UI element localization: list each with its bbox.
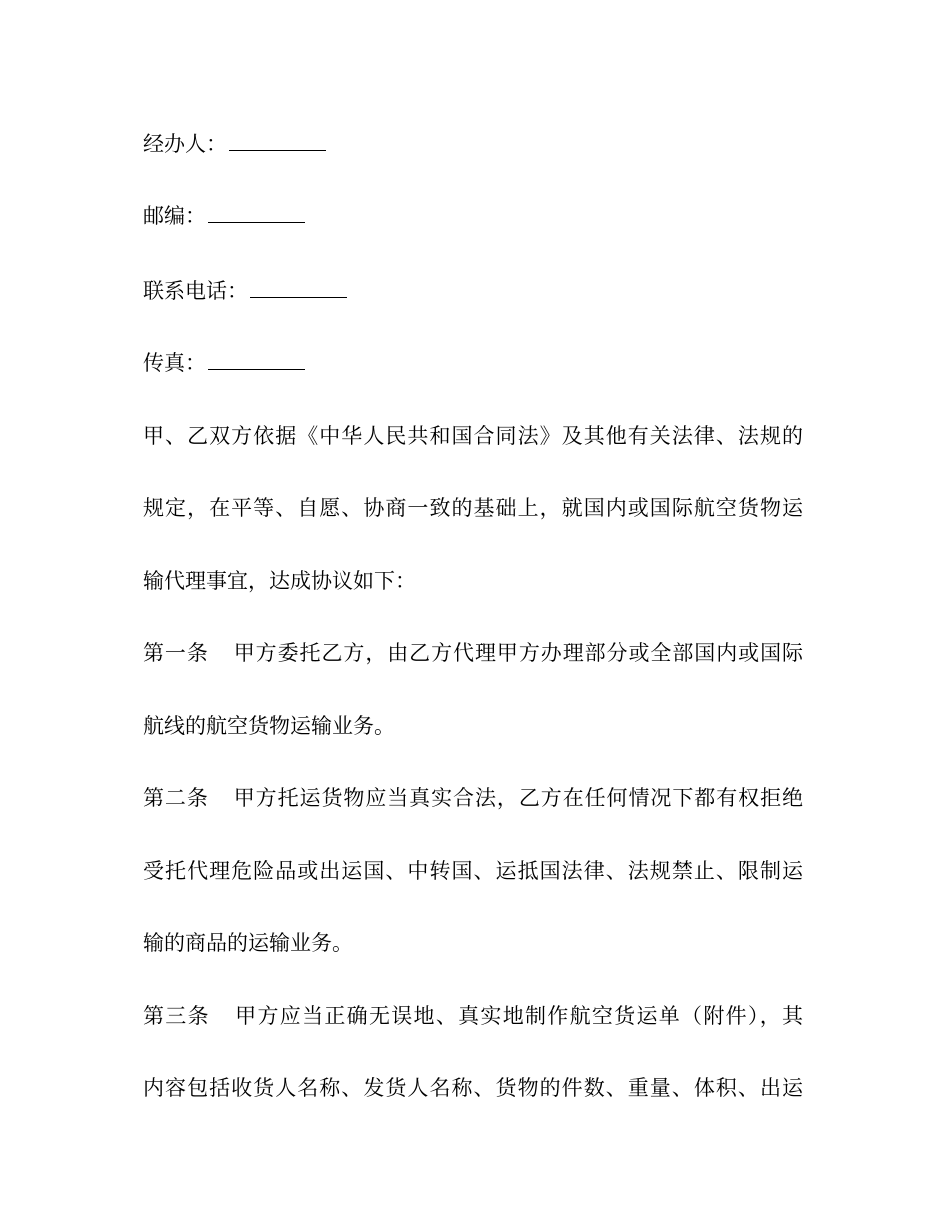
- field-fax: [143, 348, 803, 378]
- field-handler: [143, 129, 803, 159]
- preamble-line: 甲、乙双方依据《中华人民共和国合同法》及其他有关法律、法规的: [143, 424, 803, 448]
- article-2-line: 受托代理危险品或出运国、中转国、运抵国法律、法规禁止、限制运: [143, 859, 803, 883]
- field-phone-label: 联系电话：: [143, 279, 248, 303]
- preamble-line: 规定，在平等、自愿、协商一致的基础上，就国内或国际航空货物运: [143, 496, 803, 520]
- field-phone: [143, 276, 803, 306]
- article-1-line: [143, 638, 803, 668]
- article-3-line: [143, 1001, 803, 1031]
- article-2-number: 第二条: [143, 786, 209, 810]
- article-2-line: [143, 783, 803, 813]
- article-1-number: 第一条: [143, 641, 209, 665]
- article-3-text: 甲方应当正确无误地、真实地制作航空货运单（附件），其: [233, 1004, 803, 1028]
- article-3-line: 内容包括收货人名称、发货人名称、货物的件数、重量、体积、出运: [143, 1076, 803, 1100]
- field-handler-label: 经办人：: [143, 132, 227, 156]
- field-postcode: [143, 201, 803, 231]
- field-fax-blank[interactable]: [208, 349, 305, 370]
- article-2-line: 输的商品的运输业务。: [143, 931, 353, 955]
- field-postcode-label: 邮编：: [143, 204, 206, 228]
- article-1-line: 航线的航空货物运输业务。: [143, 714, 395, 738]
- article-1-text: 甲方委托乙方，由乙方代理甲方办理部分或全部国内或国际: [232, 641, 803, 665]
- field-fax-label: 传真：: [143, 351, 206, 375]
- article-2-text: 甲方托运货物应当真实合法，乙方在任何情况下都有权拒绝: [232, 786, 803, 810]
- preamble-line: 输代理事宜，达成协议如下：: [143, 569, 416, 593]
- article-3-number: 第三条: [143, 1004, 210, 1028]
- field-handler-blank[interactable]: [229, 130, 326, 151]
- field-postcode-blank[interactable]: [208, 202, 305, 223]
- field-phone-blank[interactable]: [250, 277, 347, 298]
